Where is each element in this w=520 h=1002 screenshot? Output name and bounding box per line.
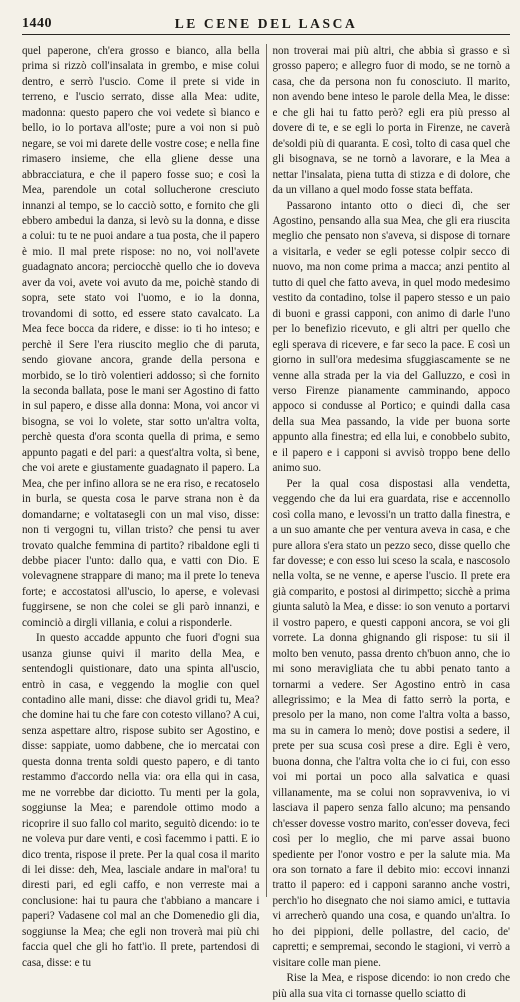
page-header (22, 14, 510, 35)
paragraph: In questo accadde appunto che fuori d'ogni sua usanza giunse quivi il marito della Mea, e sentendogli quistionare, dato una spinta all'uscio, entrò in casa, e veggendo la moglie con quel contadino alle mani, disse: che diavol gridi tu, Mea? che domine hai tu che fare con cotesto villano? A cui, senza aspettare altro, rispose subito ser Agostino, e disse: sappiate, uomo dabbene, che io mercatai con questa donna trenta soldi questo papero, e di tanto restammo d'accordo nella via: ora ella qui in casa, me ne vorrebbe dar diciotto. Tu menti per la gola, soggiunse la Mea; e parendole ottimo modo a ricoprire il suo fallo col marito, seguitò dicendo: io te ne voleva pur dare venti, e così facemmo i patti. E io dico trenta, rispose il prete. Per la qual cosa il marito di lei disse: deh, Mea, lasciale andare in mal'ora! tu diresti pari, ed egli caffo, e non verreste mai a conclusione: hai tu paura che t'abbiano a mancare i paperi? Vadasene col mal an che Domenedio gli dia, soggiunse la Mea; che egli non troverà mai più chi faccia quel che gli ho fatt'io. Il prete, partendosi di casa, disse: e tu (22, 632, 260, 969)
paragraph: Per la qual cosa dispostasi alla vendetta, veggendo che da lui era guardata, rise e accennollo così colla mano, e levossi'n un tratto dalla finestra, e a un suo amante che per ventura aveva in casa, e che pure allora s'era stato un pezzo seco, disse quello che far dovesse; e con esso lui sceso la scala, e nascosolo nella volta, se ne venne, e aperse l'uscio. Il prete era già comparito, e postosi al dirimpetto; sicchè a prima giunta salutò la Mea, e disse: io son venuto a portarvi il vostro papero, e questi capponi ancora, se voi gli vorrete. La donna ghignando gli rispose: tu sii il molto ben venuto, passa drento ch'buon anno, che io mi sono meravigliata che tu abbi penato tanto a tornarmi a vedere. Ser Agostino entrò in casa allegrissimo; e la Mea di fatto serrò la porta, e presolo per la mano, non come l'altra volta a basso, ma su in camera lo menò; dove postisi a sedere, il prete per sua scusa così prese a dire. Egli è vero, buona donna, che l'altra volta che io ci fui, con esso voi mi portai un poco alla salvatica e quasi villanamente, ma se colui non sopravveniva, io vi lasciava il papero senza fallo alcuno; ma pensando ch'esser dovesse vostro marito, con'esser doveva, feci così per lo meglio, che mi parve assai buono spediente per l'onor vostro e per la salute mia. Ma ora son tornato a fare il debito mio: eccovi innanzi tratto il papero: ed i capponi saranno anche vostri, perch'io ho disegnato che noi siamo amici, e tuttavia vi arrecherò quando una cosa, e quando un'altra. Io ho dei pippioni, delle pollastre, del cacio, de' capretti; e sempremai, secondo le stagioni, vi verrò a visitare colle man piene. (272, 477, 511, 969)
paragraph: Passarono intanto otto o dieci dì, che ser Agostino, pensando alla sua Mea, che gli era riuscita meglio che pensato non s'aveva, si dispose di tornare a visitarla, e veder se egli potesse colpir secco di nuovo, ma non come prima a macca; anzi pentito al tutto di quel che fatto aveva, in quel modo medesimo vestito da contadino, tolse il papero stesso e un paio di buoni e grassi capponi, con animo di darle l'uno per lo benefizio ricevuto, e gli altri per quello che egli sperava di ricevere, e far seco la pace. E così un giorno in sull'ora medesima sfuggiascamente se ne venne alla strada per la via del Galluzzo, e così in verso Firenze pianamente camminando, appoco appoco si condusse al Portico; e quindi dalla casa della sua Mea passando, la vide per buona sorte appunto alla finestra; ed ella lui, e conobbelo subito, e il papero e i capponi si avvisò troppo bene dello animo suo. (272, 199, 510, 475)
page-number: 1440 (22, 16, 52, 31)
column-divider (266, 44, 267, 897)
paragraph: quel paperone, ch'era grosso e bianco, alla bella prima si rizzò coll'insalata in grembo, e mise colui dentro, e serrò l'uscio. Come il prete si vide in terreno, e l'uscio serrato, disse alla Mea: udite, madonna: questo papero che voi vedete sì bianco e bello, io lo portava all'oste; pure a voi non si può negare, se voi mi darete delle vostre cose; e nella fine rimasero insieme, che ella gliene desse una abbracciatura, e che il papero fosse suo; e così la Mea, parendole un cotal sollucherone cresciuto innanzi al tempo, se lo cacciò sotto, e fornito che gli ebbero ambedui la danza, si levò su la donna, e disse a colui: tu te ne puoi andare a tua posta, che il papero è mio. Il mal prete rispose: no no, voi noll'avete guadagnato ancora; perciocchè quello che io doveva aver da voi, avete voi avuto da me, poichè stando di sopra, sete stato voi l'uomo, e io la donna, trovandomi di sotto, ed essere stato cavalcato. La Mea fece bocca da ridere, e disse: io ti ho inteso; e perchè il Sere l'era riuscito meglio che di paruta, sendo giovane ancora, grande della persona e morbido, se lo tirò volentieri addosso; sì che fornito la seconda ballata, pose le mani ser Agostino di fatto in sul papero, e disse alla donna: Mona, voi ancor vi bisogna, se voi lo volete, star sotto un'altra volta, perchè questa d'ora sconta quella di prima, e semo appunto pagati e del pari: a quest'altra volta, sì bene, che voi arete e giustamente guadagnato il papero. La Mea, che per infino allora se ne era riso, e recatoselo in burla, se questa cosa le parve strana non è da domandarne; e voltatasegli con un mal viso, disse: non ti vergogni tu, villan tristo? che pensi tu aver trovato qualche femmina di partito? ribaldone egli ti debbe piacer l'unto: dallo qua, e vatti con Dio. E volevagnene strappare di mano; ma il prete lo teneva forte; e accostatosi all'uscio, lo aperse, e volevasi fuggirsene, se non che colei se gli parò innanzi, e cominciò a dirgli villania, e colui a risponderle. (22, 45, 260, 629)
right-column (272, 44, 511, 1000)
left-column (22, 44, 260, 969)
paragraph: Rise la Mea, e rispose dicendo: io non credo che più alla sua vita ci tornasse quello sciatto di (272, 972, 510, 1000)
text-columns (22, 44, 511, 1000)
running-title: LE CENE DEL LASCA (174, 16, 358, 31)
paragraph: non troverai mai più altri, che abbia sì grasso e sì grosso papero; e allegro fuor di modo, se ne tornò a casa, che da persona non fu conosciuto. Il marito, non avendo bene inteso le parole della Mea, le disse: e che gli hai tu fatto però? egli era più presso al dovere di te, e se egli lo porta in Firenze, ne caverà de'soldi più di quaranta. E così, tolto di casa quel che gli bisognava, se ne tornò a lavorare, e la Mea a nettar l'insalata, piena tutta di stizza e di dolore, che da un villano a quel modo fosse stata beffata. (272, 45, 510, 197)
